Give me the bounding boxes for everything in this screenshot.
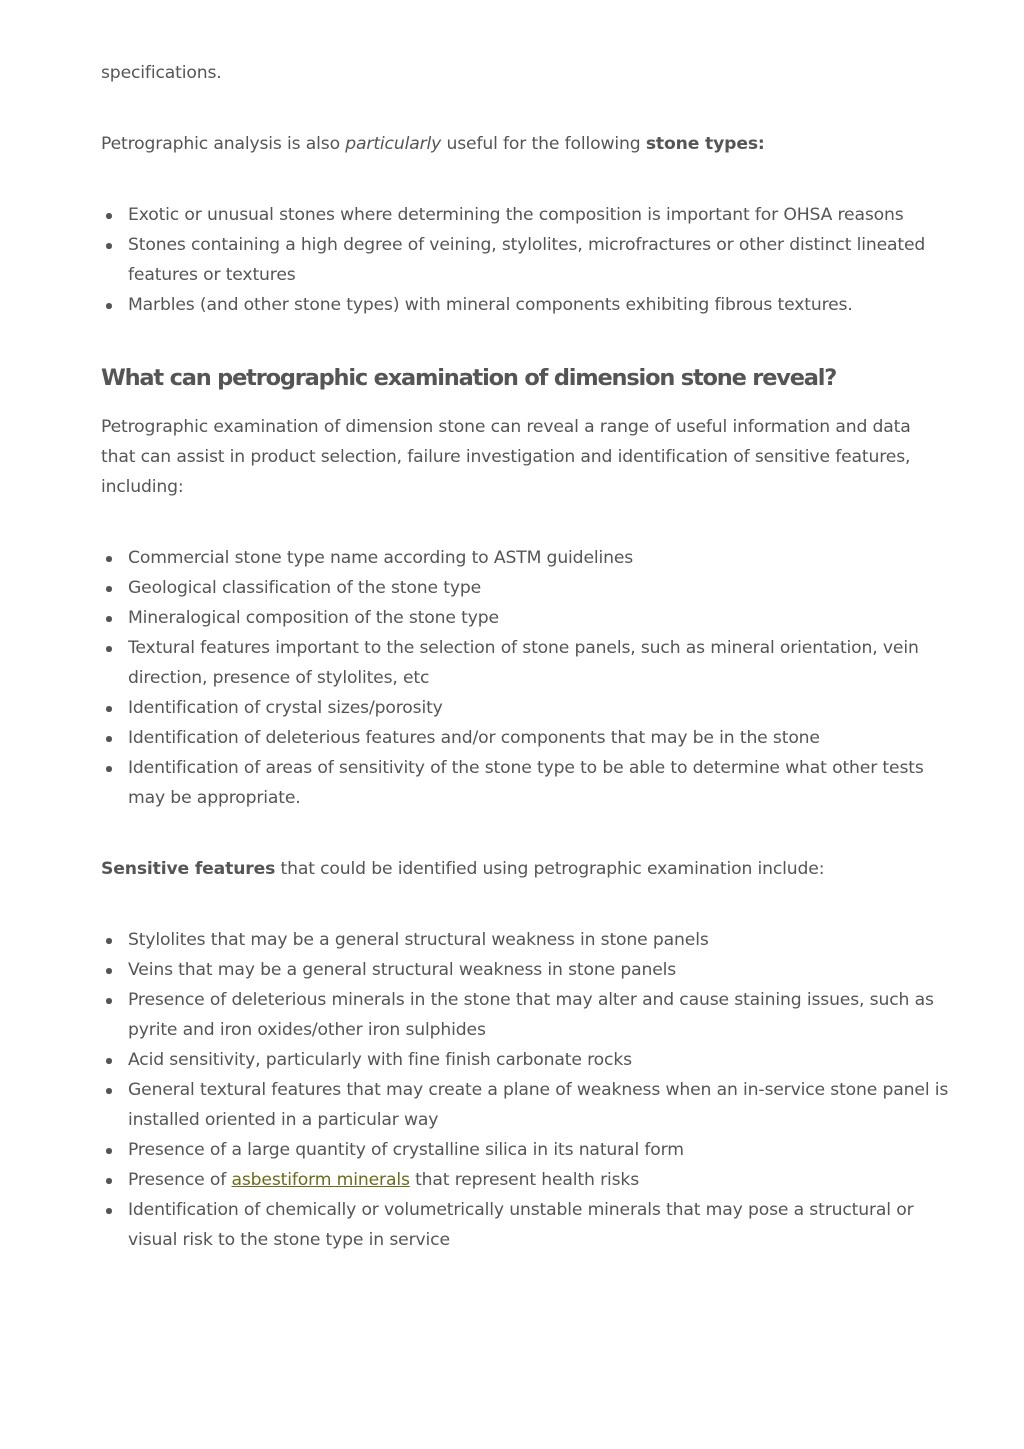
list-item: Stylolites that may be a general structural weakness in stone panels [101,925,949,955]
list-item: Geological classification of the stone type [101,573,949,603]
list-item: Veins that may be a general structural weakness in stone panels [101,955,949,985]
list-item [101,1165,949,1195]
intro-fragment: specifications. [101,63,222,83]
stone-types-list [101,200,949,320]
stone-types-strong: stone types: [645,134,765,154]
list-item-text-before: Presence of [128,1170,232,1190]
list-item: Identification of crystal sizes/porosity [101,693,949,723]
sensitive-features-strong: Sensitive features [101,859,276,879]
list-item: Exotic or unusual stones where determining the composition is important for OHSA reasons [101,200,949,230]
list-item: Marbles (and other stone types) with mineral components exhibiting fibrous textures. [101,290,949,320]
list-item: Identification of deleterious features and/or components that may be in the stone [101,723,949,753]
sensitive-features-paragraph [101,854,949,884]
list-item: Presence of a large quantity of crystalline silica in its natural form [101,1135,949,1165]
list-item: Acid sensitivity, particularly with fine finish carbonate rocks [101,1045,949,1075]
reveal-paragraph: Petrographic examination of dimension stone can reveal a range of useful information and data that can assist in product selection, failure investigation and identification of sensitive features, including: [101,417,911,497]
list-item: Mineralogical composition of the stone type [101,603,949,633]
list-item: Identification of chemically or volumetrically unstable minerals that may pose a structural or visual risk to the stone type in service [101,1195,949,1255]
list-item: Identification of areas of sensitivity of the stone type to be able to determine what other tests may be appropriate. [101,753,949,813]
section-heading: What can petrographic examination of dimension stone reveal? [101,365,837,391]
article-body [101,58,949,1255]
list-item-text-after: that represent health risks [409,1170,640,1190]
sensitive-features-text: that could be identified using petrographic examination include: [275,859,825,879]
stone-types-text-before: Petrographic analysis is also [101,134,346,154]
asbestiform-minerals-link[interactable]: asbestiform minerals [231,1170,410,1190]
list-item: General textural features that may create a plane of weakness when an in-service stone panel is installed oriented in a particular way [101,1075,949,1135]
list-item: Commercial stone type name according to ASTM guidelines [101,543,949,573]
list-item: Textural features important to the selection of stone panels, such as mineral orientation, vein direction, presence of stylolites, etc [101,633,949,693]
reveal-list [101,543,949,813]
list-item: Presence of deleterious minerals in the stone that may alter and cause staining issues, such as pyrite and iron oxides/other iron sulphides [101,985,949,1045]
stone-types-emphasis: particularly [345,134,442,154]
sensitive-features-list [101,925,949,1255]
list-item: Stones containing a high degree of veining, stylolites, microfractures or other distinct lineated features or textures [101,230,949,290]
stone-types-paragraph [101,129,949,159]
stone-types-text-middle: useful for the following [441,134,646,154]
